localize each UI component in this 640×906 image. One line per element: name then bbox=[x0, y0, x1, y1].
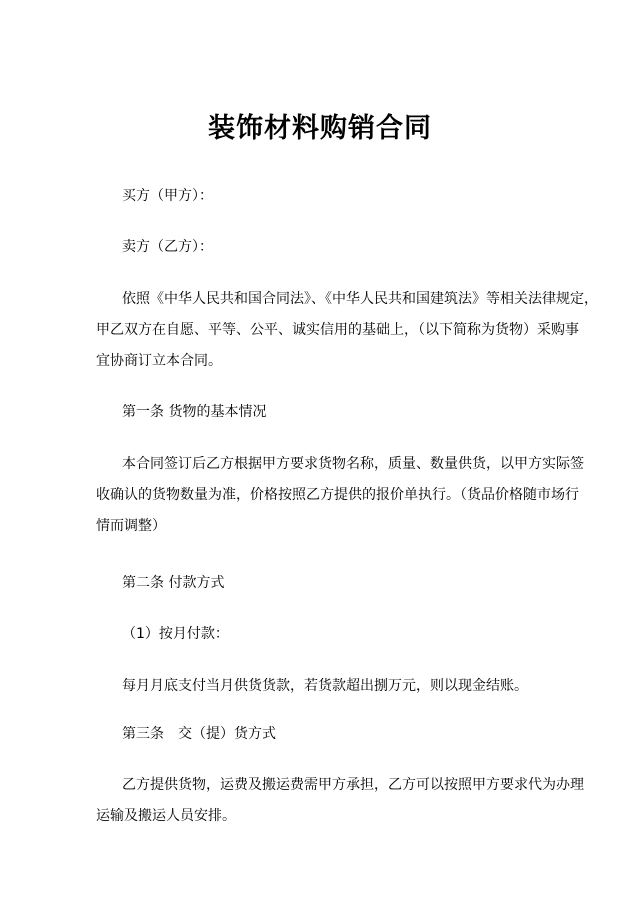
article3-line-1: 乙方提供货物，运费及搬运费需甲方承担，乙方可以按照甲方要求代为办理 bbox=[122, 777, 584, 793]
article2-heading: 第二条 付款方式 bbox=[122, 575, 225, 591]
article2-item1: （1）按月付款： bbox=[122, 626, 229, 642]
preamble-line-3: 宜协商订立本合同。 bbox=[96, 353, 222, 369]
document-title: 装饰材料购销合同 bbox=[208, 113, 432, 144]
article3-paragraph bbox=[96, 770, 584, 832]
preamble-line-2: 甲乙双方在自愿、平等、公平、诚实信用的基础上，（以下简称为货物）采购事 bbox=[96, 322, 579, 338]
buyer-label: 买方（甲方）： bbox=[122, 188, 213, 204]
article1-heading: 第一条 货物的基本情况 bbox=[122, 404, 267, 420]
article3-heading: 第三条 交（提）货方式 bbox=[122, 726, 276, 742]
seller-label: 卖方（乙方）： bbox=[122, 239, 213, 255]
article3-line-2: 运输及搬运人员安排。 bbox=[96, 808, 236, 824]
article1-continuation bbox=[96, 480, 579, 542]
preamble-continuation bbox=[96, 315, 579, 377]
preamble-line-1: 依照《中华人民共和国合同法》、《中华人民共和国建筑法》等相关法律规定， bbox=[122, 291, 598, 307]
article3-continuation bbox=[96, 801, 542, 832]
article2-text: 每月月底支付当月供货货款，若货款超出捌万元，则以现金结账。 bbox=[122, 678, 528, 694]
article1-line-3: 情而调整） bbox=[96, 518, 166, 534]
article1-line-1: 本合同签订后乙方根据甲方要求货物名称，质量、数量供货，以甲方实际签 bbox=[122, 456, 584, 472]
article1-paragraph bbox=[96, 449, 584, 542]
article1-line-2: 收确认的货物数量为准，价格按照乙方提供的报价单执行。（货品价格随市场行 bbox=[96, 487, 579, 503]
preamble-paragraph bbox=[96, 284, 598, 377]
